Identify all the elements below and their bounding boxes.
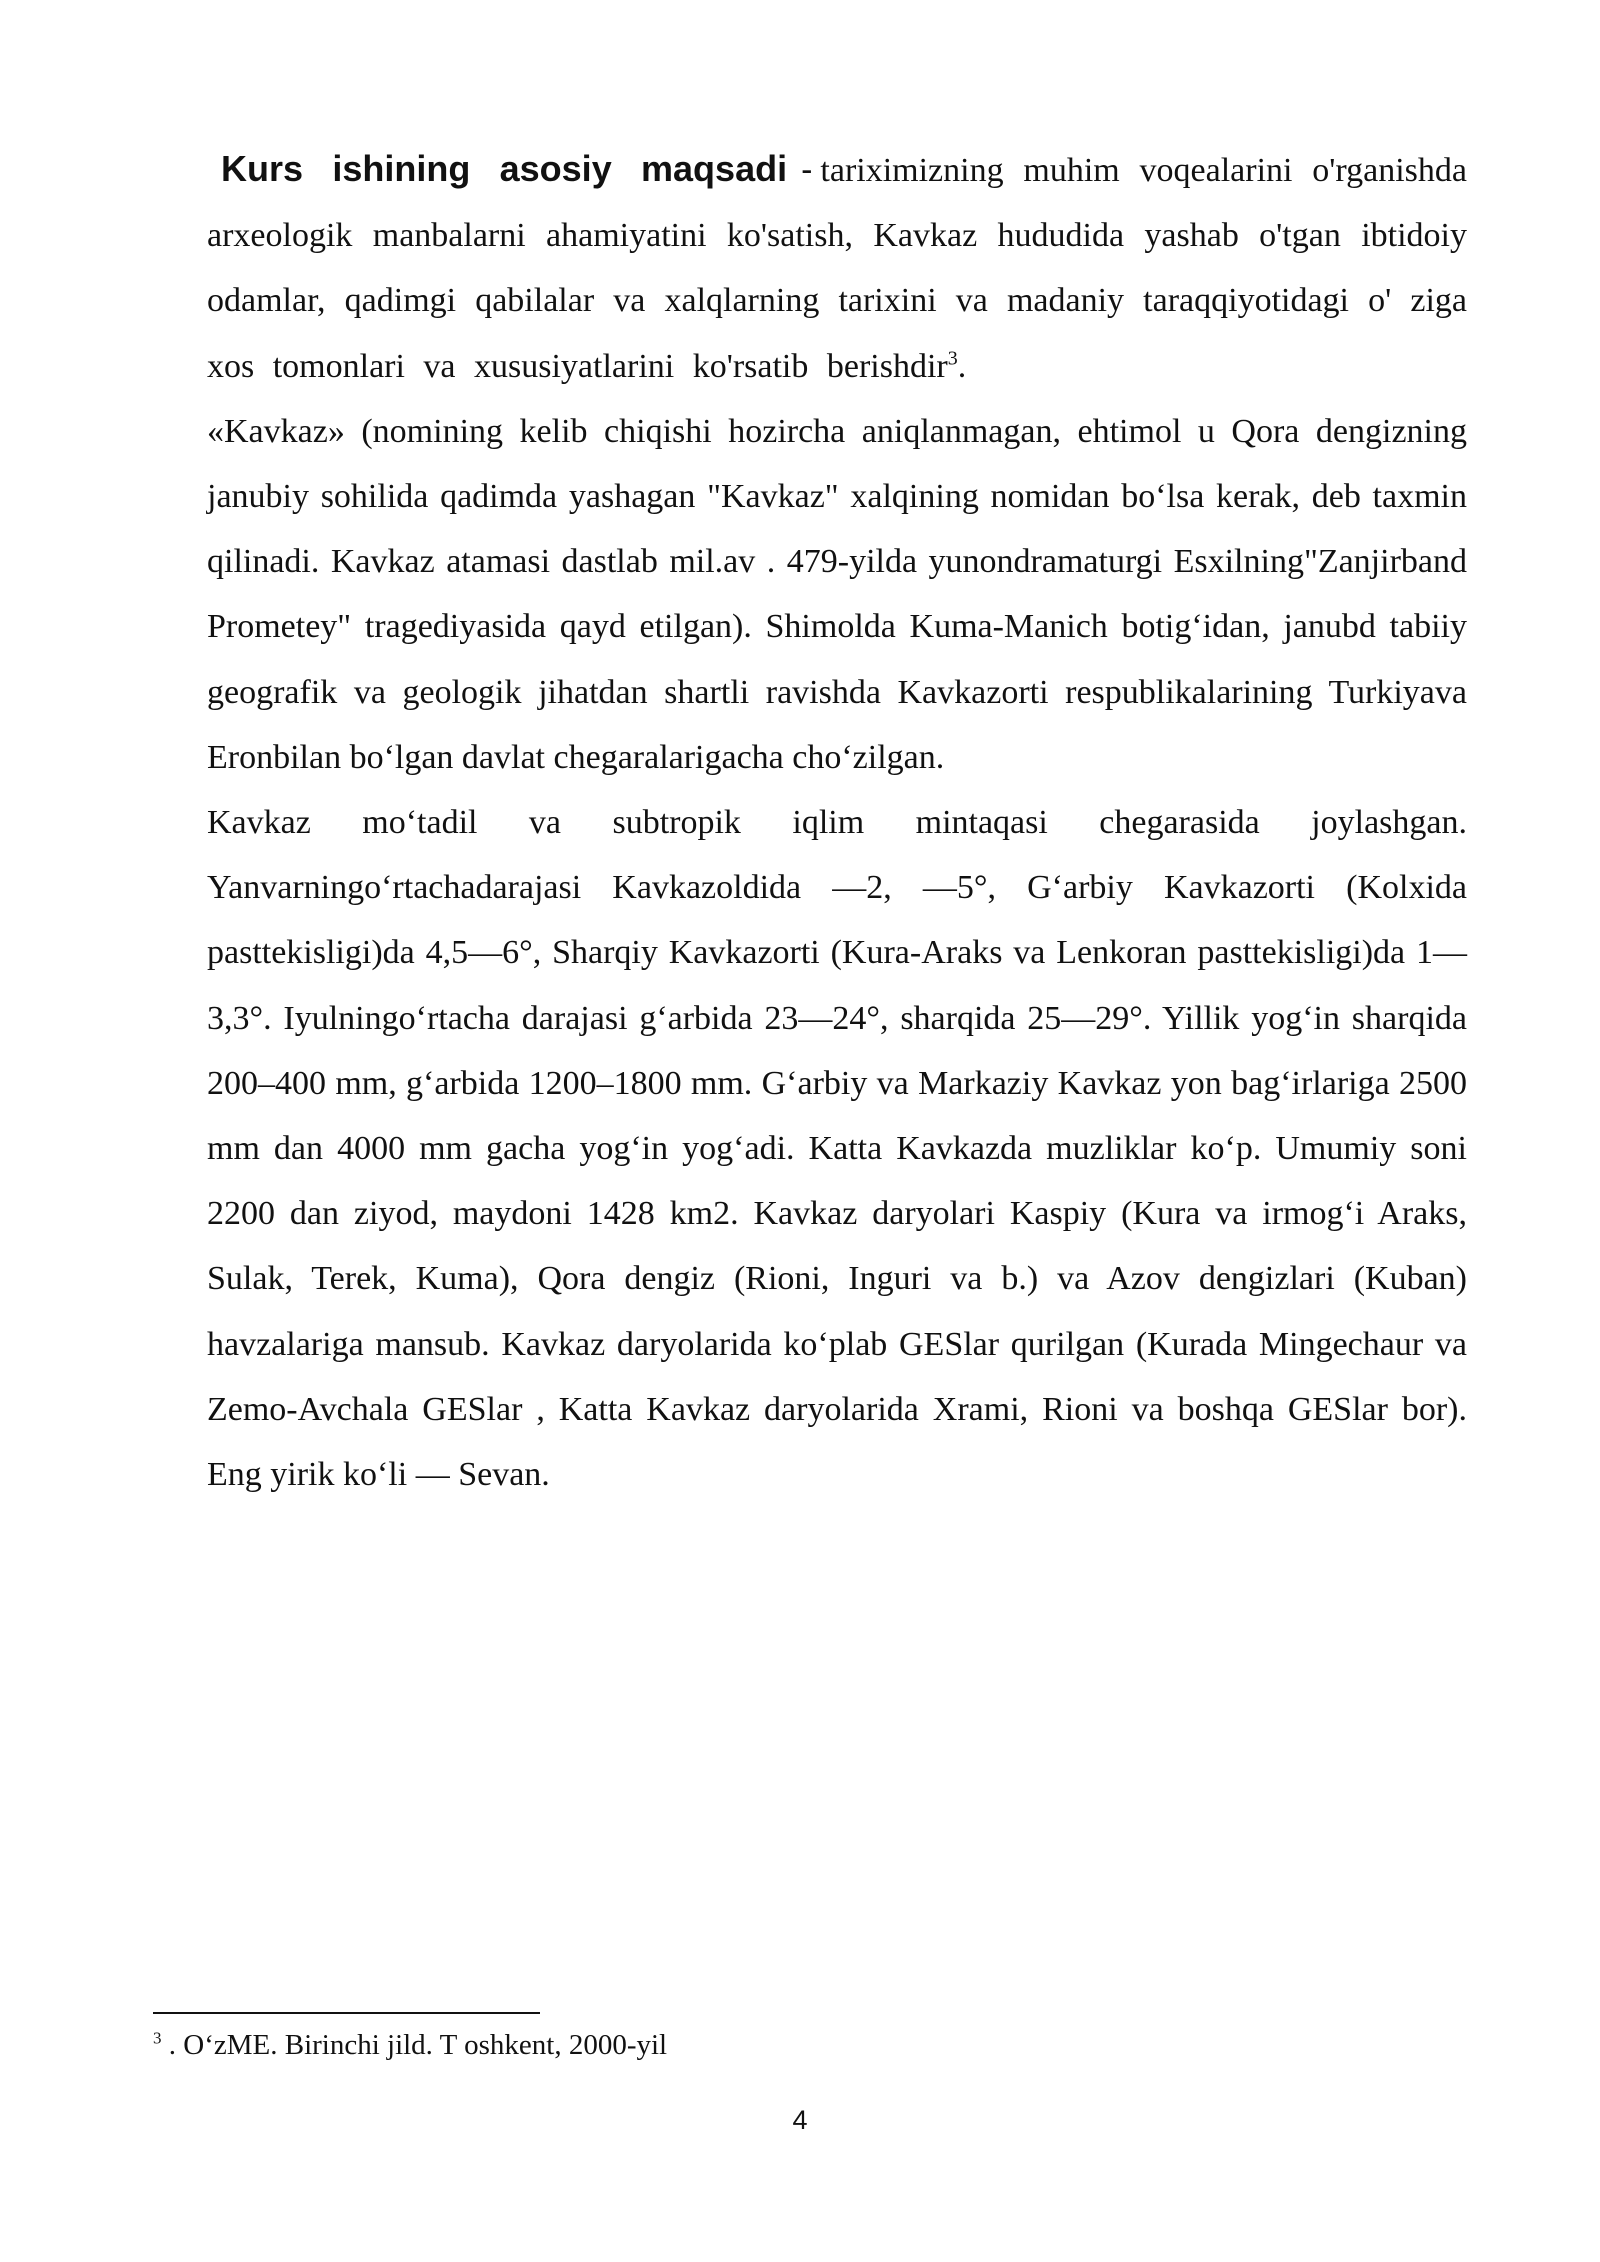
paragraph-climate: Kavkaz mo‘tadil va subtropik iqlim mintaqasi chegarasida joylashgan. Yanvarningo‘rtachadarajasi Kavkazoldida —2, —5°, G‘arbiy Kavkazorti (Kolxida pasttekisligi)da 4,5—6°, Sharqiy Kavkazorti (Kura-Araks va Lenkoran pasttekisligi)da 1—3,3°. Iyulningo‘rtacha darajasi g‘arbida 23—24°, sharqida 25—29°. Yillik yog‘in sharqida 200–400 mm, g‘arbida 1200–1800 mm. G‘arbiy va Markaziy Kavkaz yon bag‘irlariga 2500 mm dan 4000 mm gacha yog‘in yog‘adi. Katta Kavkazda muzliklar ko‘p. Umumiy soni 2200 dan ziyod, maydoni 1428 km2. Kavkaz daryolari Kaspiy (Kura va irmog‘i Araks, Sulak, Terek, Kuma), Qora dengiz (Rioni, Inguri va b.) va Azov dengizlari (Kuban) havzalariga mansub. Kavkaz daryolarida ko‘plab GESlar qurilgan (Kurada Mingechaur va Zemo-Avchala GESlar , Katta Kavkaz daryolarida Xrami, Rioni va boshqa GESlar bor). Eng yirik ko‘li — Sevan. <box>207 804 1467 1494</box>
body-text <box>207 136 1467 1507</box>
aim-dash: - <box>801 151 813 189</box>
page-number: 4 <box>792 2105 808 2135</box>
aim-heading: Kurs ishining asosiy maqsadi <box>221 148 788 189</box>
paragraph-aim <box>207 136 1467 399</box>
aim-period: . <box>957 347 967 385</box>
footnote-text: . O‘zME. Birinchi jild. T oshkent, 2000-yil <box>161 2029 668 2061</box>
paragraph-name-origin: «Kavkaz» (nomining kelib chiqishi hozircha aniqlanmagan, ehtimol u Qora dengizning janubiy sohilida qadimda yashagan "Kavkaz" xalqining nomidan bo‘lsa kerak, deb taxmin qilinadi. Kavkaz atamasi dastlab mil.av . 479-yilda yunondramaturgi Esxilning"Zanjirband Prometey" tragediyasida qayd etilgan). Shimolda Kuma-Manich botig‘idan, janubd tabiiy geografik va geologik jihatdan shartli ravishda Kavkazorti respublikalarining Turkiyava Eronbilan bo‘lgan davlat chegaralarigacha cho‘zilgan. <box>207 412 1467 776</box>
footnote-reference[interactable]: 3 <box>947 347 958 370</box>
footnote <box>153 2025 1353 2065</box>
footnote-marker: 3 <box>153 2028 162 2048</box>
footnote-separator <box>153 2012 540 2014</box>
aim-text: tariximizning muhim voqealarini o'rganishda arxeologik manbalarni ahamiyatini ko'satish, Kavkaz hududida yashab o'tgan ibtidoiy odamlar, qadimgi qabilalar va xalqlarning tarixini va madaniy taraqqiyotidagi o' ziga xos tomonlari va xususiyatlarini ko'rsatib berishdir <box>207 152 1467 385</box>
